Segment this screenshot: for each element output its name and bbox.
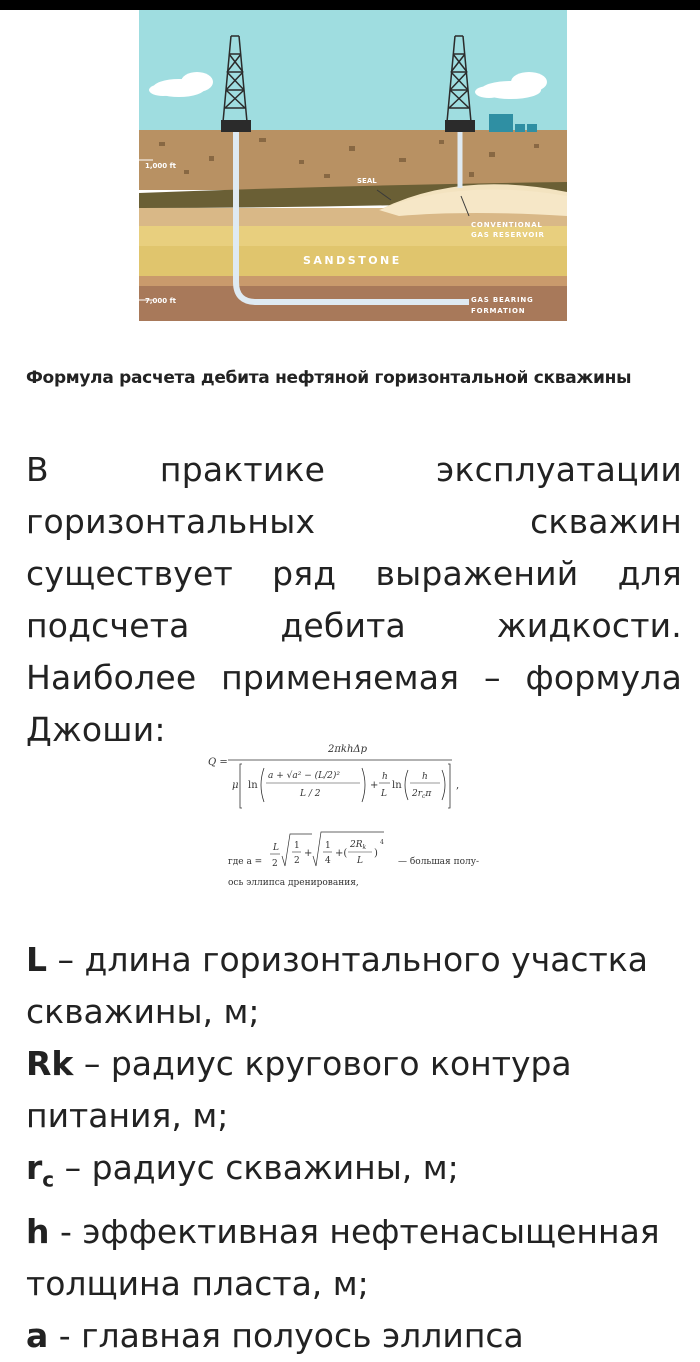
formula-L2-num: L [273, 843, 279, 853]
formula-h2: h [422, 772, 428, 782]
definition-symbol: h [26, 1211, 50, 1251]
formula-where: где a = [228, 857, 263, 867]
image-caption: Формула расчета дебита нефтяной горизонтальной скважины [26, 368, 632, 388]
gas-bearing-label-1: GAS BEARING [471, 296, 534, 304]
formula-quarter-num: 1 [325, 841, 331, 851]
depth-label-bottom: 7,000 ft [145, 297, 176, 305]
formula-numerator: 2πkhΔp [328, 744, 368, 755]
svg-text:2Rk [349, 840, 367, 851]
svg-text:): ) [374, 848, 378, 859]
formula-k-sub: k [362, 844, 367, 851]
formula-tail2: ось эллипса дренирования, [228, 878, 359, 888]
definition-item: Rk – радиус кругового контура питания, м; [26, 1044, 572, 1135]
definition-item: h - эффективная нефтенасыщенная толщина пласта, м; [26, 1211, 660, 1303]
seal-label: SEAL [357, 177, 377, 185]
svg-text:+(: +( [335, 848, 348, 859]
well-diagram-image [139, 10, 567, 321]
formula-tail: — большая полу- [398, 857, 480, 867]
svg-text:+: + [370, 780, 379, 791]
formula-rk-den: L [357, 856, 363, 866]
formula-c-sub: c [422, 793, 426, 800]
status-bar [0, 0, 700, 10]
formula-L: L [381, 789, 387, 799]
depth-label-top: 1,000 ft [145, 162, 176, 170]
conventional-label-1: CONVENTIONAL [471, 221, 543, 229]
formula-ln2: ln [392, 780, 402, 791]
formula-mu: μ [232, 780, 239, 791]
gas-bearing-label-2: FORMATION [471, 307, 526, 315]
formula-2r: 2r [412, 789, 423, 799]
definition-text: длина горизонтального участка скважины, м; [26, 940, 648, 1031]
definition-text: радиус кругового контура питания, м; [26, 1044, 572, 1135]
formula-inner-den: L / 2 [300, 789, 321, 799]
definition-item: L – длина горизонтального участка скважины, м; [26, 940, 648, 1031]
formula-h: h [382, 772, 388, 782]
formula-quarter-den: 4 [325, 856, 331, 866]
intro-paragraph: В практике эксплуатации горизонтальных скважин существует ряд выражений для подсчета дебита жидкости. Наиболее применяемая – формула Джоши: [26, 450, 682, 749]
definition-symbol: r [26, 1148, 43, 1187]
svg-text:2rcπ [411, 789, 432, 800]
definition-subscript: c [42, 1167, 55, 1192]
svg-text:+: + [304, 848, 313, 859]
definitions-list [26, 934, 686, 1362]
formula-ln: ln [248, 780, 258, 791]
definition-symbol: a [26, 1315, 49, 1355]
formula-half-den: 2 [294, 856, 300, 866]
sandstone-label: SANDSTONE [303, 254, 402, 267]
definition-item: $r_c$ – радиус скважины, м; [26, 1148, 459, 1192]
formula-inner-num: a + √a² − (L/2)² [268, 771, 340, 781]
formula-comma: , [456, 780, 460, 791]
formula-L2-den: 2 [272, 859, 278, 869]
definition-text: главная полуось эллипса [81, 1315, 524, 1355]
conventional-label-2: GAS RESERVOIR [471, 231, 545, 239]
formula-half-num: 1 [294, 841, 300, 851]
formula-pow: 4 [380, 839, 384, 846]
definition-text: эффективная нефтенасыщенная толщина пласта, м; [26, 1211, 660, 1303]
formula-2rk: 2R [350, 840, 363, 850]
definition-text: радиус скважины, м; [91, 1148, 459, 1187]
definition-item: a - главная полуось эллипса [26, 1315, 524, 1355]
formula-pi: π [425, 789, 432, 799]
joshi-formula-image [200, 738, 500, 898]
definition-symbol: L [26, 940, 48, 979]
formula-q: Q = [208, 757, 228, 768]
definition-symbol: Rk [26, 1044, 74, 1083]
